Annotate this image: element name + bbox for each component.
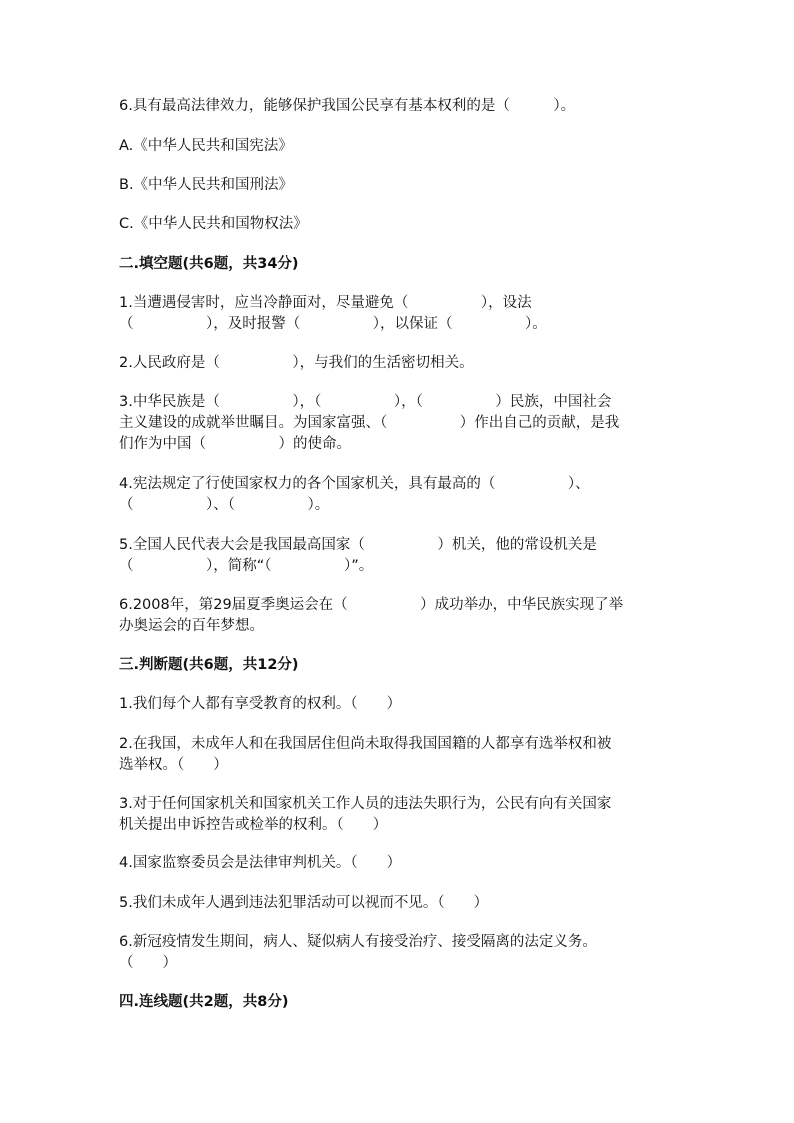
fill-q5-line1: 5.全国人民代表大会是我国最高国家（ ）机关，他的常设机关是	[119, 537, 597, 553]
choice-option-b: B.《中华人民共和国刑法》	[119, 177, 294, 193]
judge-q4-line1: 4.国家监察委员会是法律审判机关。（ ）	[119, 855, 402, 871]
judge-q6-line1: 6.新冠疫情发生期间，病人、疑似病人有接受治疗、接受隔离的法定义务。	[119, 934, 597, 950]
judge-q6-line2: （ ）	[119, 955, 177, 971]
fill-q2-line1: 2.人民政府是（ ），与我们的生活密切相关。	[119, 355, 474, 371]
judge-section-heading: 三.判断题(共6题，共12分)	[119, 657, 299, 673]
fill-q3-line1: 3.中华民族是（ ），（ ），（ ）民族，中国社会	[119, 394, 612, 410]
match-section-heading: 四.连线题(共2题，共8分)	[119, 994, 289, 1010]
fill-q6-line1: 6.2008年，第29届夏季奥运会在（ ）成功举办，中华民族实现了举	[119, 597, 624, 613]
fill-q4-line1: 4.宪法规定了行使国家权力的各个国家机关，具有最高的（ ）、	[119, 476, 590, 492]
fill-q3-line2: 主义建设的成就举世瞩目。为国家富强、（ ）作出自己的贡献，是我	[119, 415, 620, 431]
fill-q1-line1: 1.当遭遇侵害时，应当冷静面对，尽量避免（ ），设法	[119, 295, 532, 311]
judge-q2-line1: 2.在我国，未成年人和在我国居住但尚未取得我国国籍的人都享有选举权和被	[119, 736, 612, 752]
choice-option-a: A.《中华人民共和国宪法》	[119, 138, 293, 154]
fill-q4-line2: （ ）、（ ）。	[119, 497, 330, 513]
fill-q5-line2: （ ），简称“（ ）”。	[119, 558, 374, 574]
judge-q3-line2: 机关提出申诉控告或检举的权利。（ ）	[119, 817, 388, 833]
choice-option-c: C.《中华人民共和国物权法》	[119, 216, 308, 232]
fill-q1-line2: （ ），及时报警（ ），以保证（ ）。	[119, 316, 547, 332]
judge-q1-line1: 1.我们每个人都有享受教育的权利。（ ）	[119, 696, 402, 712]
fill-q6-line2: 办奥运会的百年梦想。	[119, 618, 264, 634]
judge-q5-line1: 5.我们未成年人遇到违法犯罪活动可以视而不见。（ ）	[119, 895, 489, 911]
fill-section-heading: 二.填空题(共6题，共34分)	[119, 256, 299, 272]
choice-question-stem: 6.具有最高法律效力，能够保护我国公民享有基本权利的是（ ）。	[119, 98, 576, 114]
judge-q3-line1: 3.对于任何国家机关和国家机关工作人员的违法失职行为，公民有向有关国家	[119, 796, 612, 812]
judge-q2-line2: 选举权。（ ）	[119, 757, 228, 773]
fill-q3-line3: 们作为中国（ ）的使命。	[119, 436, 351, 452]
